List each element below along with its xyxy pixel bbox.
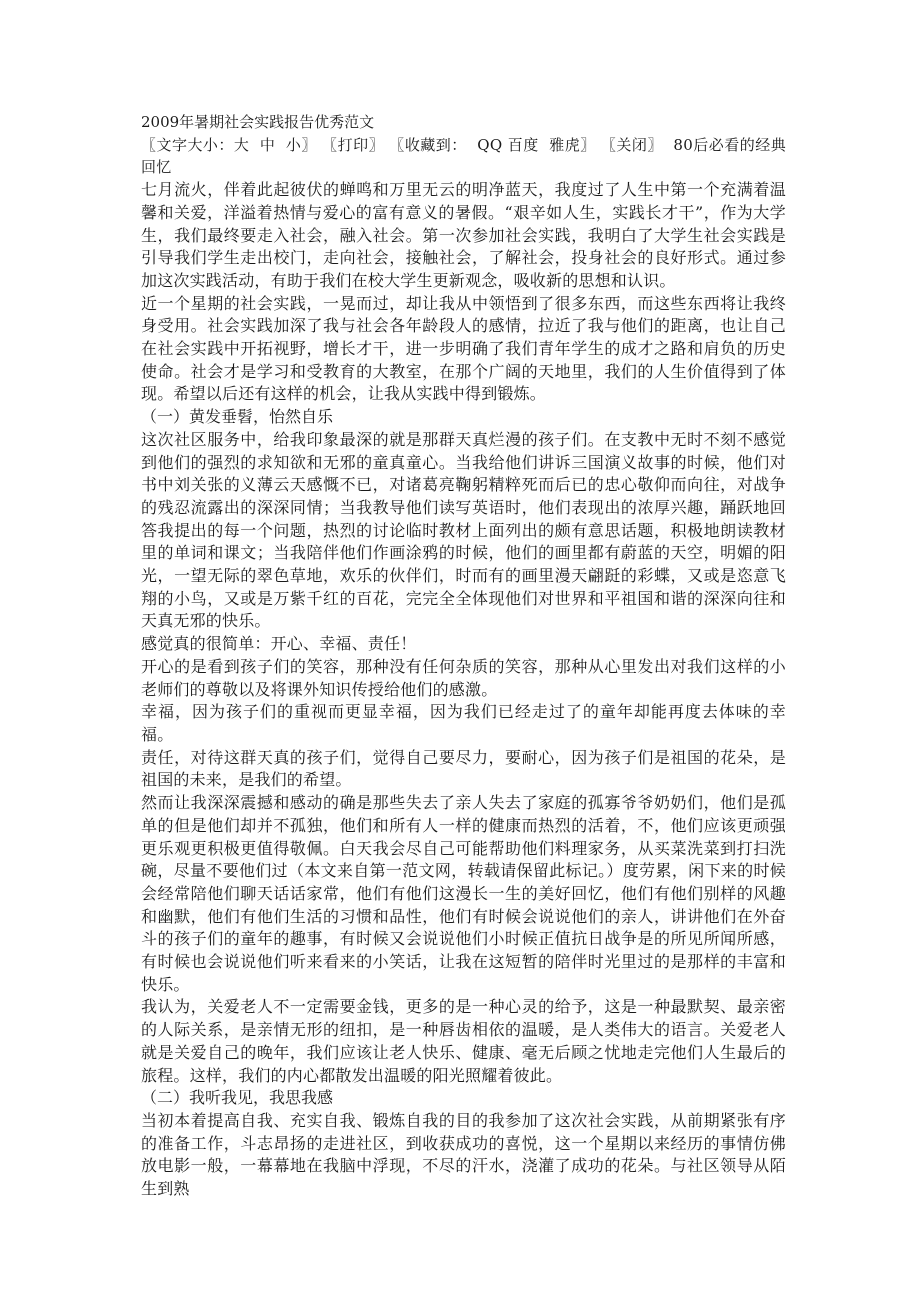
print-link[interactable]: 〖打印〗 <box>322 135 385 154</box>
font-size-large-link[interactable]: 大 <box>233 135 250 154</box>
font-size-label: 〖文字大小： <box>141 135 234 154</box>
font-size-close-bracket: 〗 <box>301 135 317 154</box>
close-link[interactable]: 〖关闭〗 <box>600 135 663 154</box>
paragraph-happy: 开心的是看到孩子们的笑容，那种没有任何杂质的笑容，那种从心里发出对我们这样的小老师们的尊敬以及将课外知识传授给他们的感激。 <box>141 656 786 699</box>
section-heading-1: （一）黄发垂髫，怡然自乐 <box>141 407 334 427</box>
paragraph-elderly: 然而让我深深震撼和感动的确是那些失去了亲人失去了家庭的孤寡爷爷奶奶们，他们是孤单的但是他们却并不孤独，他们和所有人一样的健康而热烈的活着，不，他们应该更顽强更乐观更积极更值得敬佩。白天我会尽自己可能帮助他们料理家务，从买菜洗菜到打扫洗碗，尽量不要他们过（本文来自第一范文网，转载请保留此标记。）度劳累，闲下来的时候会经常陪他们聊天话话家常，他们有他们这漫长一生的美好回忆，他们有他们别样的风趣和幽默，他们有他们生活的习惯和品性，他们有时候会说说他们的亲人，讲讲他们在外奋斗的孩子们的童年的趣事，有时候又会说说他们小时候正值抗日战争是的所见所闻所感，有时候也会说说他们听来看来的小笑话，让我在这短暂的陪伴时光里过的是那样的丰富和快乐。 <box>141 793 786 994</box>
paragraph-feelings: 感觉真的很简单：开心、幸福、责任！ <box>141 634 417 654</box>
paragraph-week-summary: 近一个星期的社会实践，一晃而过，却让我从中领悟到了很多东西，而这些东西将让我终身受用。社会实践加深了我与社会各年龄段人的感情，拉近了我与他们的距离，也让自己在社会实践中开拓视野，增长才干，进一步明确了我们青年学生的成才之路和肩负的历史使命。社会才是学习和受教育的大教室，在那个广阔的天地里，我们的人生价值得到了体现。希望以后还有这样的机会，让我从实践中得到锻炼。 <box>141 293 786 404</box>
favorites-label: 〖收藏到： <box>389 135 467 154</box>
favorites-close-bracket: 〗 <box>580 135 596 154</box>
favorite-qq-link[interactable]: QQ <box>477 135 503 154</box>
paragraph-reflection: 当初本着提高自我、充实自我、锻炼自我的目的我参加了这次社会实践，从前期紧张有序的准备工作，斗志昂扬的走进社区，到收获成功的喜悦，这一个星期以来经历的事情仿佛放电影一般，一幕幕地在我脑中浮现，不尽的汗水，浇灌了成功的花朵。与社区领导从陌生到熟 <box>141 1110 786 1199</box>
font-size-small-link[interactable]: 小 <box>285 135 302 154</box>
favorite-yahoo-link[interactable]: 雅虎 <box>549 135 581 154</box>
paragraph-children: 这次社区服务中，给我印象最深的就是那群天真烂漫的孩子们。在支教中无时不刻不感觉到他们的强烈的求知欲和无邪的童真童心。当我给他们讲诉三国演义故事的时候，他们对书中刘关张的义薄云天感慨不已，对诸葛亮鞠躬精粹死而后已的忠心敬仰而向往，对战争的残忍流露出的深深同情；当我教导他们读写英语时，他们表现出的浓厚兴趣，踊跃地回答我提出的每一个问题，热烈的讨论临时教材上面列出的颇有意思话题，积极地朗读教材里的单词和课文；当我陪伴他们作画涂鸦的时候，他们的画里都有蔚蓝的天空，明媚的阳光，一望无际的翠色草地，欢乐的伙伴们，时而有的画里漫天翩跹的彩蝶，又或是恣意飞翔的小鸟，又或是万紫千红的百花，完完全全体现他们对世界和平祖国和谐的深深向往和天真无邪的快乐。 <box>141 429 786 631</box>
promo-link[interactable]: 80后必看的经典回忆 <box>141 135 786 177</box>
paragraph-care-elderly: 我认为，关爱老人不一定需要金钱，更多的是一种心灵的给予，这是一种最默契、最亲密的人际关系，是亲情无形的纽扣，是一种唇齿相依的温暖，是人类伟大的语言。关爱老人就是关爱自己的晚年，我们应该让老人快乐、健康、毫无后顾之忧地走完他们人生最后的旅程。这样，我们的内心都散发出温暖的阳光照耀着彼此。 <box>141 997 786 1085</box>
paragraph-blessed: 幸福，因为孩子们的重视而更显幸福，因为我们已经走过了的童年却能再度去体味的幸福。 <box>141 702 786 744</box>
paragraph-intro: 七月流火，伴着此起彼伏的蝉鸣和万里无云的明净蓝天，我度过了人生中第一个充满着温馨和关爱，洋溢着热情与爱心的富有意义的暑假。“艰辛如人生，实践长才干”，作为大学生，我们最终要走入社会，融入社会。第一次参加社会实践，我明白了大学生社会实践是引导我们学生走出校门，走向社会，接触社会，了解社会，投身社会的良好形式。通过参加这次实践活动，有助于我们在校大学生更新观念，吸收新的思想和认识。 <box>141 180 786 290</box>
document-page <box>141 111 786 1201</box>
font-size-medium-link[interactable]: 中 <box>259 135 276 154</box>
paragraph-responsibility: 责任，对待这群天真的孩子们，觉得自己要尽力，要耐心，因为孩子们是祖国的花朵，是祖国的未来，是我们的希望。 <box>141 747 786 790</box>
document-title: 2009年暑期社会实践报告优秀范文 <box>141 113 375 131</box>
article-toolbar <box>141 134 786 179</box>
section-heading-2: （二）我听我见，我思我感 <box>141 1088 334 1108</box>
favorite-baidu-link[interactable]: 百度 <box>507 135 539 154</box>
